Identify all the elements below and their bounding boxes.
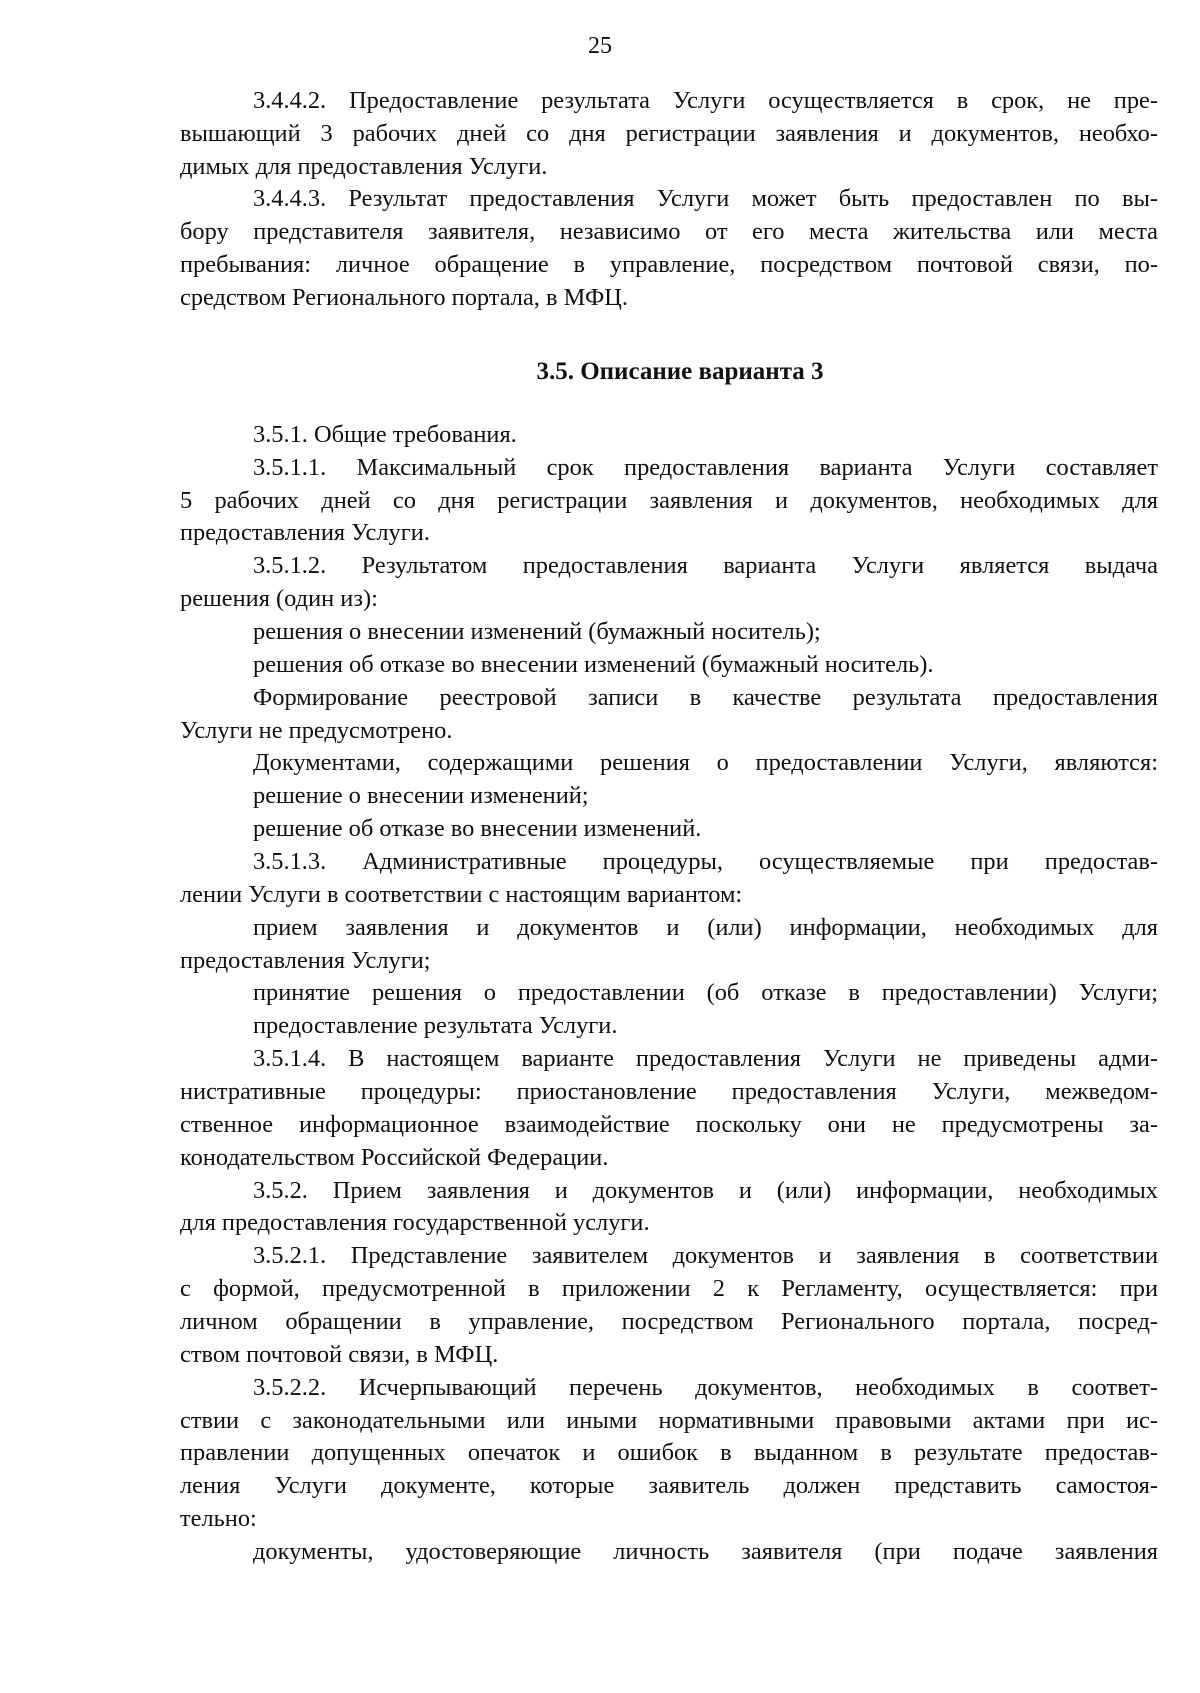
- text-line: 3.5.1.2. Результатом предоставления варианта Услуги является выдача: [253, 552, 1158, 579]
- text-line: решение о внесении изменений;: [253, 782, 589, 809]
- text-line: Услуги не предусмотрено.: [180, 717, 453, 744]
- text-line: 3.5.1.3. Административные процедуры, осуществляемые при предостав-: [253, 848, 1158, 875]
- text-line: документы, удостоверяющие личность заявителя (при подаче заявления: [253, 1538, 1158, 1565]
- text-line: решения об отказе во внесении изменений (бумажный носитель).: [253, 651, 934, 678]
- text-line: бору представителя заявителя, независимо от его места жительства или места: [180, 218, 1158, 245]
- text-line: принятие решения о предоставлении (об отказе в предоставлении) Услуги;: [253, 979, 1158, 1006]
- text-line: 5 рабочих дней со дня регистрации заявления и документов, необходимых для: [180, 487, 1158, 514]
- text-line: решение об отказе во внесении изменений.: [253, 815, 702, 842]
- text-line: пребывания: личное обращение в управление, посредством почтовой связи, по-: [180, 251, 1158, 278]
- text-line: вышающий 3 рабочих дней со дня регистрации заявления и документов, необхо-: [180, 120, 1158, 147]
- text-line: с формой, предусмотренной в приложении 2 к Регламенту, осуществляется: при: [180, 1275, 1158, 1302]
- text-line: правлении допущенных опечаток и ошибок в выданном в результате предостав-: [180, 1439, 1158, 1466]
- text-line: 3.5.2.1. Представление заявителем документов и заявления в соответствии: [253, 1242, 1158, 1269]
- text-line: средством Регионального портала, в МФЦ.: [180, 284, 628, 311]
- text-line: Документами, содержащими решения о предоставлении Услуги, являются:: [253, 749, 1158, 776]
- text-line: решения о внесении изменений (бумажный носитель);: [253, 618, 821, 645]
- text-line: 3.4.4.2. Предоставление результата Услуги осуществляется в срок, не пре-: [253, 87, 1158, 114]
- text-line: предоставления Услуги;: [180, 947, 431, 974]
- text-line: 3.5.1.1. Максимальный срок предоставления варианта Услуги составляет: [253, 454, 1158, 481]
- text-line: тельно:: [180, 1505, 257, 1532]
- text-line: ственное информационное взаимодействие поскольку они не предусмотрены за-: [180, 1111, 1158, 1138]
- text-line: прием заявления и документов и (или) информации, необходимых для: [253, 914, 1158, 941]
- text-line: личном обращении в управление, посредством Регионального портала, посред-: [180, 1308, 1158, 1335]
- text-line: конодательством Российской Федерации.: [180, 1144, 609, 1171]
- text-line: ствии с законодательными или иными нормативными правовыми актами при ис-: [180, 1407, 1158, 1434]
- text-line: 3.4.4.3. Результат предоставления Услуги может быть предоставлен по вы-: [253, 185, 1158, 212]
- text-line: димых для предоставления Услуги.: [180, 153, 548, 180]
- text-line: 3.5.2.2. Исчерпывающий перечень документов, необходимых в соответ-: [253, 1374, 1158, 1401]
- page-number: 25: [588, 33, 612, 59]
- text-line: 3.5.1.4. В настоящем варианте предоставления Услуги не приведены адми-: [253, 1045, 1158, 1072]
- text-line: ством почтовой связи, в МФЦ.: [180, 1341, 499, 1368]
- text-line: для предоставления государственной услуги.: [180, 1209, 650, 1236]
- text-line: лении Услуги в соответствии с настоящим вариантом:: [180, 881, 743, 908]
- text-line: Формирование реестровой записи в качестве результата предоставления: [253, 684, 1158, 711]
- text-line: предоставления Услуги.: [180, 519, 430, 546]
- text-line: ления Услуги документе, которые заявитель должен представить самостоя-: [180, 1472, 1158, 1499]
- text-line: 3.5.2. Прием заявления и документов и (или) информации, необходимых: [253, 1177, 1158, 1204]
- text-line: 3.5.1. Общие требования.: [253, 421, 517, 448]
- text-line: предоставление результата Услуги.: [253, 1012, 618, 1039]
- text-line: нистративные процедуры: приостановление предоставления Услуги, межведом-: [180, 1078, 1158, 1105]
- section-heading: 3.5. Описание варианта 3: [536, 358, 824, 385]
- text-line: решения (один из):: [180, 585, 378, 612]
